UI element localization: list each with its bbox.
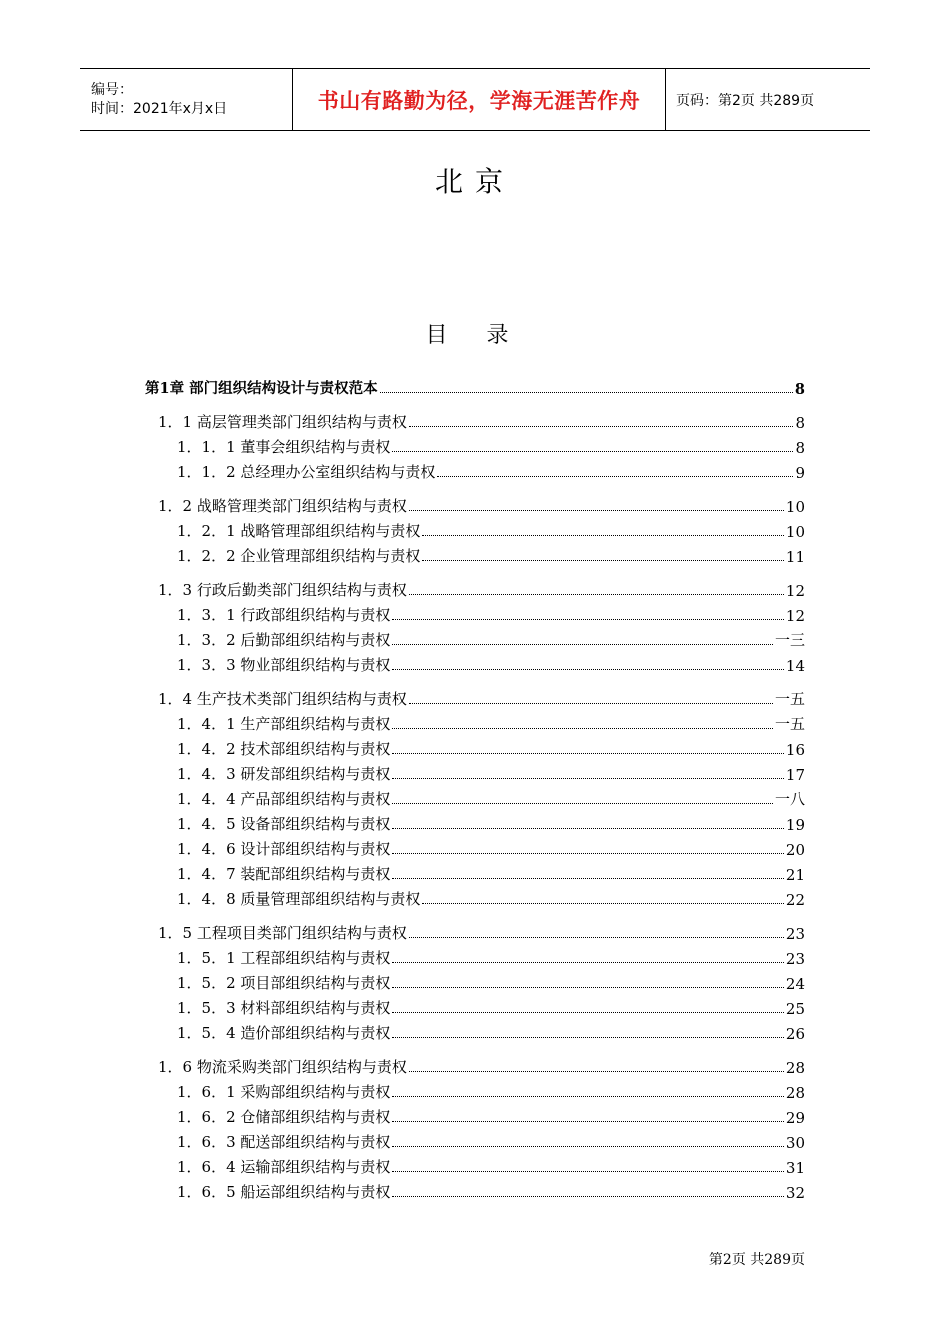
toc-entry[interactable]	[177, 814, 805, 834]
toc-entry-page: 一五	[774, 690, 805, 708]
toc-entry-label: 1．4．8 质量管理部组织结构与责权	[177, 890, 421, 908]
toc-entry[interactable]	[177, 1023, 805, 1043]
toc-entry[interactable]	[177, 789, 805, 809]
toc-entry[interactable]	[177, 714, 805, 734]
toc-entry-page: 9	[795, 464, 805, 482]
toc-leader-dots	[392, 1121, 784, 1122]
toc-entry-page: 19	[785, 816, 805, 834]
toc-entry-label: 1．6．5 船运部组织结构与责权	[177, 1183, 391, 1201]
toc-entry-label: 1．5．1 工程部组织结构与责权	[177, 949, 391, 967]
toc-title: 目 录	[425, 323, 525, 348]
toc-entry-label: 1．3．1 行政部组织结构与责权	[177, 606, 391, 624]
toc-entry-page: 26	[785, 1025, 805, 1043]
toc-leader-dots	[392, 753, 784, 754]
page-footer: 第2页 共289页	[708, 1252, 805, 1268]
toc-entry-page: 28	[785, 1084, 805, 1102]
toc-leader-dots	[392, 878, 784, 879]
toc-entry-page: 17	[785, 766, 805, 784]
toc-leader-dots	[392, 962, 784, 963]
toc-entry-page: 16	[785, 741, 805, 759]
toc-entry-page: 10	[785, 523, 805, 541]
toc-entry-page: 23	[785, 925, 805, 943]
toc-entry-label: 1．4．5 设备部组织结构与责权	[177, 815, 391, 833]
motto: 书山有路勤为径，学海无涯苦作舟	[317, 88, 641, 113]
toc-entry[interactable]	[177, 462, 805, 482]
toc-entry-label: 1．4．1 生产部组织结构与责权	[177, 715, 391, 733]
toc-leader-dots	[392, 728, 773, 729]
city-title: 北京	[434, 165, 515, 198]
toc-entry[interactable]	[177, 739, 805, 759]
toc-entry[interactable]	[177, 973, 805, 993]
toc-entry[interactable]	[177, 1157, 805, 1177]
toc-leader-dots	[392, 619, 784, 620]
toc-leader-dots	[392, 987, 784, 988]
toc-leader-dots	[392, 669, 784, 670]
toc-entry-label: 1．1．1 董事会组织结构与责权	[177, 438, 391, 456]
toc-entry[interactable]	[158, 923, 805, 943]
toc-entry[interactable]	[177, 605, 805, 625]
toc-entry[interactable]	[177, 655, 805, 675]
toc-entry-page: 12	[785, 582, 805, 600]
toc-entry-page: 一三	[774, 631, 805, 649]
time-label: 时间：2021年x月x日	[91, 100, 228, 117]
toc-leader-dots	[392, 644, 773, 645]
toc-entry-label: 1．4 生产技术类部门组织结构与责权	[158, 690, 407, 708]
toc-entry-label: 第1章 部门组织结构设计与责权范本	[145, 380, 378, 397]
toc-entry-page: 31	[785, 1159, 805, 1177]
toc-entry-label: 1．3．3 物业部组织结构与责权	[177, 656, 391, 674]
toc-entry-label: 1．4．2 技术部组织结构与责权	[177, 740, 391, 758]
toc-entry-label: 1．5．4 造价部组织结构与责权	[177, 1024, 391, 1042]
toc-entry-label: 1．1．2 总经理办公室组织结构与责权	[177, 463, 436, 481]
toc-entry[interactable]	[177, 437, 805, 457]
toc-entry-page: 12	[785, 607, 805, 625]
toc-entry[interactable]	[177, 1132, 805, 1152]
toc-entry[interactable]	[177, 521, 805, 541]
toc-entry-page: 24	[785, 975, 805, 993]
toc-leader-dots	[422, 903, 784, 904]
toc-leader-dots	[392, 1196, 784, 1197]
document-header	[80, 68, 870, 131]
toc-leader-dots	[392, 1096, 784, 1097]
toc-entry-page: 22	[785, 891, 805, 909]
toc-entry[interactable]	[177, 998, 805, 1018]
header-page-cell	[666, 69, 870, 130]
toc-entry-page: 一八	[774, 790, 805, 808]
toc-entry-page: 32	[785, 1184, 805, 1202]
toc-entry[interactable]	[158, 580, 805, 600]
toc-leader-dots	[380, 392, 793, 393]
header-motto-cell	[292, 69, 666, 130]
toc-entry-label: 1．4．6 设计部组织结构与责权	[177, 840, 391, 858]
toc-entry-page: 14	[785, 657, 805, 675]
toc-entry-label: 1．5 工程项目类部门组织结构与责权	[158, 924, 407, 942]
toc-leader-dots	[392, 828, 784, 829]
toc-entry-page: 10	[785, 498, 805, 516]
toc-leader-dots	[409, 1071, 784, 1072]
toc-entry-label: 1．6．3 配送部组织结构与责权	[177, 1133, 391, 1151]
toc-entry[interactable]	[177, 839, 805, 859]
toc-entry[interactable]	[177, 1082, 805, 1102]
toc-entry-page: 8	[795, 414, 805, 432]
toc-entry[interactable]	[177, 948, 805, 968]
toc-entry-page: 25	[785, 1000, 805, 1018]
toc-entry-label: 1．6．1 采购部组织结构与责权	[177, 1083, 391, 1101]
toc-entry-label: 1．3 行政后勤类部门组织结构与责权	[158, 581, 407, 599]
toc-entry[interactable]	[158, 412, 805, 432]
toc-entry[interactable]	[177, 630, 805, 650]
toc-leader-dots	[392, 1012, 784, 1013]
toc-leader-dots	[392, 1146, 784, 1147]
toc-leader-dots	[392, 1037, 784, 1038]
toc-entry-page: 一五	[774, 715, 805, 733]
toc-entry-label: 1．5．2 项目部组织结构与责权	[177, 974, 391, 992]
toc-entry[interactable]	[177, 1107, 805, 1127]
toc-leader-dots	[409, 426, 794, 427]
toc-entry-label: 1．4．3 研发部组织结构与责权	[177, 765, 391, 783]
toc-leader-dots	[392, 803, 773, 804]
toc-entry-label: 1．3．2 后勤部组织结构与责权	[177, 631, 391, 649]
toc-entry-page: 30	[785, 1134, 805, 1152]
toc-entry-label: 1．4．4 产品部组织结构与责权	[177, 790, 391, 808]
toc-entry-page: 29	[785, 1109, 805, 1127]
toc-leader-dots	[422, 560, 784, 561]
toc-entry-label: 1．4．7 装配部组织结构与责权	[177, 865, 391, 883]
toc-entry[interactable]	[177, 546, 805, 566]
toc-entry[interactable]	[177, 1182, 805, 1202]
toc-entry-page: 23	[785, 950, 805, 968]
toc-entry-label: 1．6．2 仓储部组织结构与责权	[177, 1108, 391, 1126]
toc-leader-dots	[392, 853, 784, 854]
toc-entry[interactable]	[158, 1057, 805, 1077]
toc-entry-page: 8	[795, 439, 805, 457]
toc-entry[interactable]	[177, 764, 805, 784]
toc-entry-label: 1．5．3 材料部组织结构与责权	[177, 999, 391, 1017]
toc-entry-page: 21	[785, 866, 805, 884]
toc-leader-dots	[392, 778, 784, 779]
toc-entry[interactable]	[177, 889, 805, 909]
toc-entry-label: 1．2．1 战略管理部组织结构与责权	[177, 522, 421, 540]
toc-entry[interactable]	[177, 864, 805, 884]
toc-entry-label: 1．2．2 企业管理部组织结构与责权	[177, 547, 421, 565]
toc-entry-page: 20	[785, 841, 805, 859]
header-meta	[80, 69, 292, 130]
toc-entry-label: 1．1 高层管理类部门组织结构与责权	[158, 413, 407, 431]
toc-leader-dots	[409, 594, 784, 595]
page-info: 页码：第2页 共289页	[676, 92, 815, 109]
toc-leader-dots	[409, 937, 784, 938]
toc-entry-label: 1．6．4 运输部组织结构与责权	[177, 1158, 391, 1176]
number-label: 编号：	[91, 81, 133, 98]
toc-entry[interactable]	[158, 496, 805, 516]
toc-entry-page: 11	[785, 548, 805, 566]
toc-entry-page: 28	[785, 1059, 805, 1077]
toc-leader-dots	[392, 451, 793, 452]
toc-entry-label: 1．2 战略管理类部门组织结构与责权	[158, 497, 407, 515]
toc-leader-dots	[422, 535, 784, 536]
toc-leader-dots	[392, 1171, 784, 1172]
toc-entry[interactable]	[158, 689, 805, 709]
toc-entry-label: 1．6 物流采购类部门组织结构与责权	[158, 1058, 407, 1076]
toc-leader-dots	[409, 510, 784, 511]
toc-entry[interactable]	[145, 378, 805, 398]
toc-entry-page: 8	[794, 381, 805, 398]
toc-leader-dots	[409, 703, 773, 704]
toc-leader-dots	[437, 476, 793, 477]
